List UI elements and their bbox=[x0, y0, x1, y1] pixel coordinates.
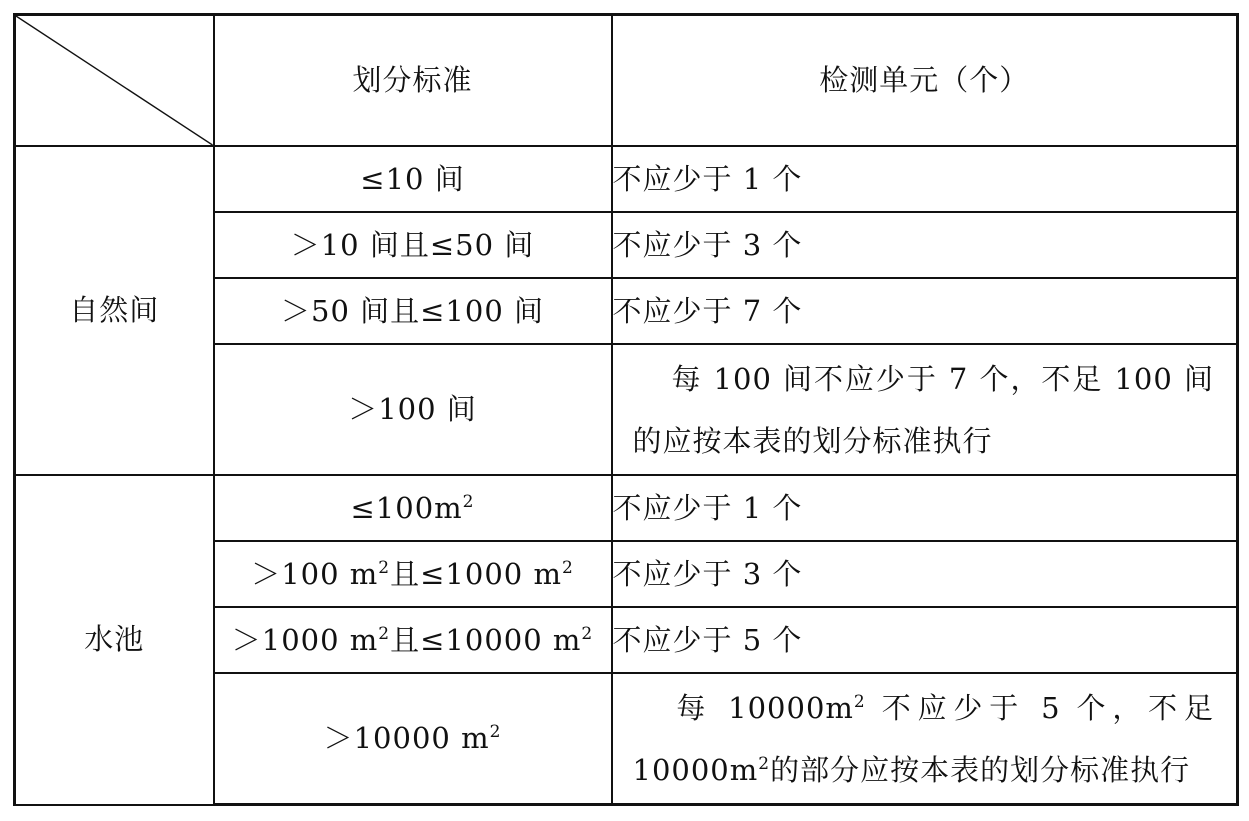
superscript: 2 bbox=[561, 557, 574, 578]
detail-text: 不应少于 5 个，不足 10000m bbox=[632, 690, 1214, 787]
criterion-cell: ≤10 间 bbox=[214, 146, 612, 212]
detail-cell bbox=[612, 673, 1238, 805]
detail-cell: 不应少于 1 个 bbox=[612, 475, 1238, 541]
criterion-text: 且≤10000 m bbox=[390, 622, 582, 657]
criterion-text: ＞100 m bbox=[251, 556, 379, 591]
table-row bbox=[15, 146, 1238, 212]
header-criterion: 划分标准 bbox=[214, 15, 612, 147]
criterion-cell bbox=[214, 475, 612, 541]
superscript: 2 bbox=[489, 722, 502, 743]
superscript: 2 bbox=[581, 623, 594, 644]
criterion-cell: ＞50 间且≤100 间 bbox=[214, 278, 612, 344]
header-row bbox=[15, 15, 1238, 147]
header-detection-units: 检测单元（个） bbox=[612, 15, 1238, 147]
criterion-cell bbox=[214, 607, 612, 673]
criterion-text: ≤100m bbox=[350, 490, 463, 525]
superscript: 2 bbox=[462, 491, 475, 512]
detail-cell: 不应少于 3 个 bbox=[612, 541, 1238, 607]
criterion-cell: ＞10 间且≤50 间 bbox=[214, 212, 612, 278]
group-label-rooms: 自然间 bbox=[15, 146, 214, 475]
criterion-text: ＞10000 m bbox=[323, 721, 490, 756]
criterion-cell bbox=[214, 541, 612, 607]
criterion-text: ＞1000 m bbox=[231, 622, 379, 657]
diagonal-line bbox=[16, 16, 213, 145]
detail-cell: 不应少于 5 个 bbox=[612, 607, 1238, 673]
standards-table bbox=[13, 13, 1239, 806]
detail-cell: 不应少于 1 个 bbox=[612, 146, 1238, 212]
detail-cell: 不应少于 7 个 bbox=[612, 278, 1238, 344]
diagonal-corner-cell bbox=[15, 15, 214, 147]
detail-text: 每 10000m bbox=[670, 690, 854, 725]
superscript: 2 bbox=[758, 753, 771, 774]
detail-cell: 不应少于 3 个 bbox=[612, 212, 1238, 278]
group-label-pools: 水池 bbox=[15, 475, 214, 805]
table-row bbox=[15, 475, 1238, 541]
detail-text: 每 100 间不应少于 7 个，不足 100 间的应按本表的划分标准执行 bbox=[632, 361, 1214, 458]
criterion-cell bbox=[214, 673, 612, 805]
detail-text: 的部分应按本表的划分标准执行 bbox=[770, 752, 1191, 787]
criterion-cell: ＞100 间 bbox=[214, 344, 612, 475]
detail-cell bbox=[612, 344, 1238, 475]
superscript: 2 bbox=[378, 623, 391, 644]
superscript: 2 bbox=[378, 557, 391, 578]
criterion-text: 且≤1000 m bbox=[390, 556, 562, 591]
superscript: 2 bbox=[853, 691, 866, 712]
